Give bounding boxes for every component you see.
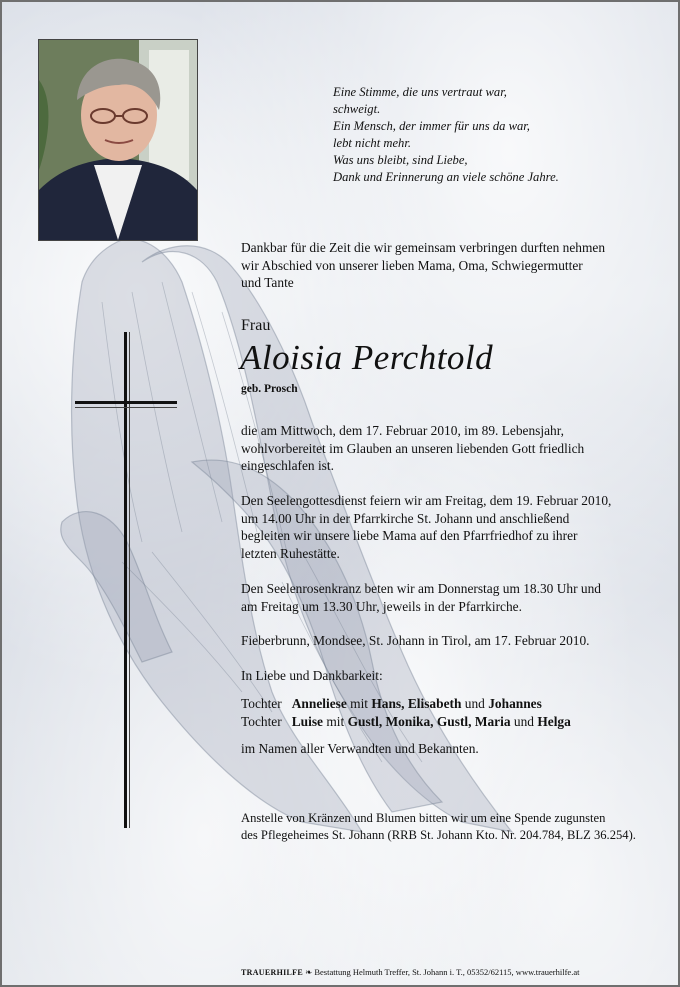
- family-connector: und: [464, 696, 485, 711]
- family-partners: Hans, Elisabeth: [371, 696, 462, 711]
- family-name: Luise: [291, 713, 324, 729]
- footer-info: Bestattung Helmuth Treffer, St. Johann i. T., 05352/62115, www.trauerhilfe.at: [314, 967, 580, 977]
- intro-line: Dankbar für die Zeit die wir gemeinsam verbringen durften nehmen: [241, 240, 606, 255]
- family-label: Tochter: [241, 696, 282, 711]
- footer: [241, 967, 579, 978]
- death-notice-line: eingeschlafen ist.: [241, 458, 334, 474]
- rosary-line: Den Seelenrosenkranz beten wir am Donnerstag um 18.30 Uhr und: [241, 581, 601, 596]
- funeral-line: um 14.00 Uhr in der Pfarrkirche St. Johann und anschließend: [241, 510, 570, 526]
- poem-line: Ein Mensch, der immer für uns da war,: [333, 119, 530, 133]
- family-label: Tochter: [241, 713, 282, 729]
- intro-paragraph: [241, 239, 605, 292]
- funeral-line: Den Seelengottesdienst feiern wir am Freitag, dem 19. Februar 2010,: [241, 493, 612, 508]
- family-connector: mit: [326, 713, 345, 729]
- family-name: Anneliese: [291, 696, 347, 711]
- intro-line: und Tante: [241, 275, 294, 291]
- poem-line: Dank und Erinnerung an viele schöne Jahre.: [333, 170, 559, 184]
- family-row: [241, 695, 571, 713]
- donation-line: Anstelle von Kränzen und Blumen bitten wir um eine Spende zugunsten: [241, 811, 606, 825]
- portrait-photo: [38, 39, 198, 241]
- closing: In Liebe und Dankbarkeit:: [241, 668, 383, 683]
- feather-icon: ❧: [305, 967, 313, 977]
- family-connector: und: [513, 713, 534, 729]
- intro-line: wir Abschied von unserer lieben Mama, Oma, Schwiegermutter: [241, 257, 583, 273]
- poem-line: Was uns bleibt, sind Liebe,: [333, 153, 468, 167]
- death-notice: [241, 422, 584, 475]
- family-row: [241, 713, 571, 731]
- cross-horizontal: [75, 401, 177, 404]
- funeral-line: letzten Ruhestätte.: [241, 545, 340, 561]
- rosary-paragraph: [241, 580, 601, 615]
- death-notice-line: wohlvorbereitet im Glauben an unseren liebenden Gott friedlich: [241, 440, 585, 456]
- relatives: im Namen aller Verwandten und Bekannten.: [241, 741, 479, 756]
- birth-name: geb. Prosch: [241, 383, 298, 395]
- family-connector: mit: [350, 696, 369, 711]
- donation-line: des Pflegeheimes St. Johann (RRB St. Johann Kto. Nr. 204.784, BLZ 36.254).: [241, 827, 636, 842]
- poem-line: Eine Stimme, die uns vertraut war,: [333, 85, 507, 99]
- family-last: Helga: [537, 713, 571, 729]
- deceased-name: Aloisia Perchtold: [240, 338, 494, 377]
- funeral-paragraph: [241, 492, 611, 562]
- salutation: Frau: [241, 317, 271, 334]
- poem: [333, 84, 559, 186]
- place-date: Fieberbrunn, Mondsee, St. Johann in Tirol, am 17. Februar 2010.: [241, 633, 590, 648]
- poem-line: lebt nicht mehr.: [333, 136, 411, 150]
- family-last: Johannes: [488, 696, 542, 711]
- rosary-line: am Freitag um 13.30 Uhr, jeweils in der Pfarrkirche.: [241, 598, 522, 614]
- poem-line: schweigt.: [333, 102, 381, 116]
- death-notice-line: die am Mittwoch, dem 17. Februar 2010, im 89. Lebensjahr,: [241, 423, 565, 438]
- family-list: [241, 695, 571, 730]
- donation-request: [241, 810, 636, 843]
- cross-horizontal-shadow: [75, 407, 177, 408]
- footer-brand: TRAUERHILFE: [241, 968, 303, 977]
- family-partners: Gustl, Monika, Gustl, Maria: [347, 713, 511, 729]
- funeral-line: begleiten wir unsere liebe Mama auf den Pfarrfriedhof zu ihrer: [241, 528, 578, 544]
